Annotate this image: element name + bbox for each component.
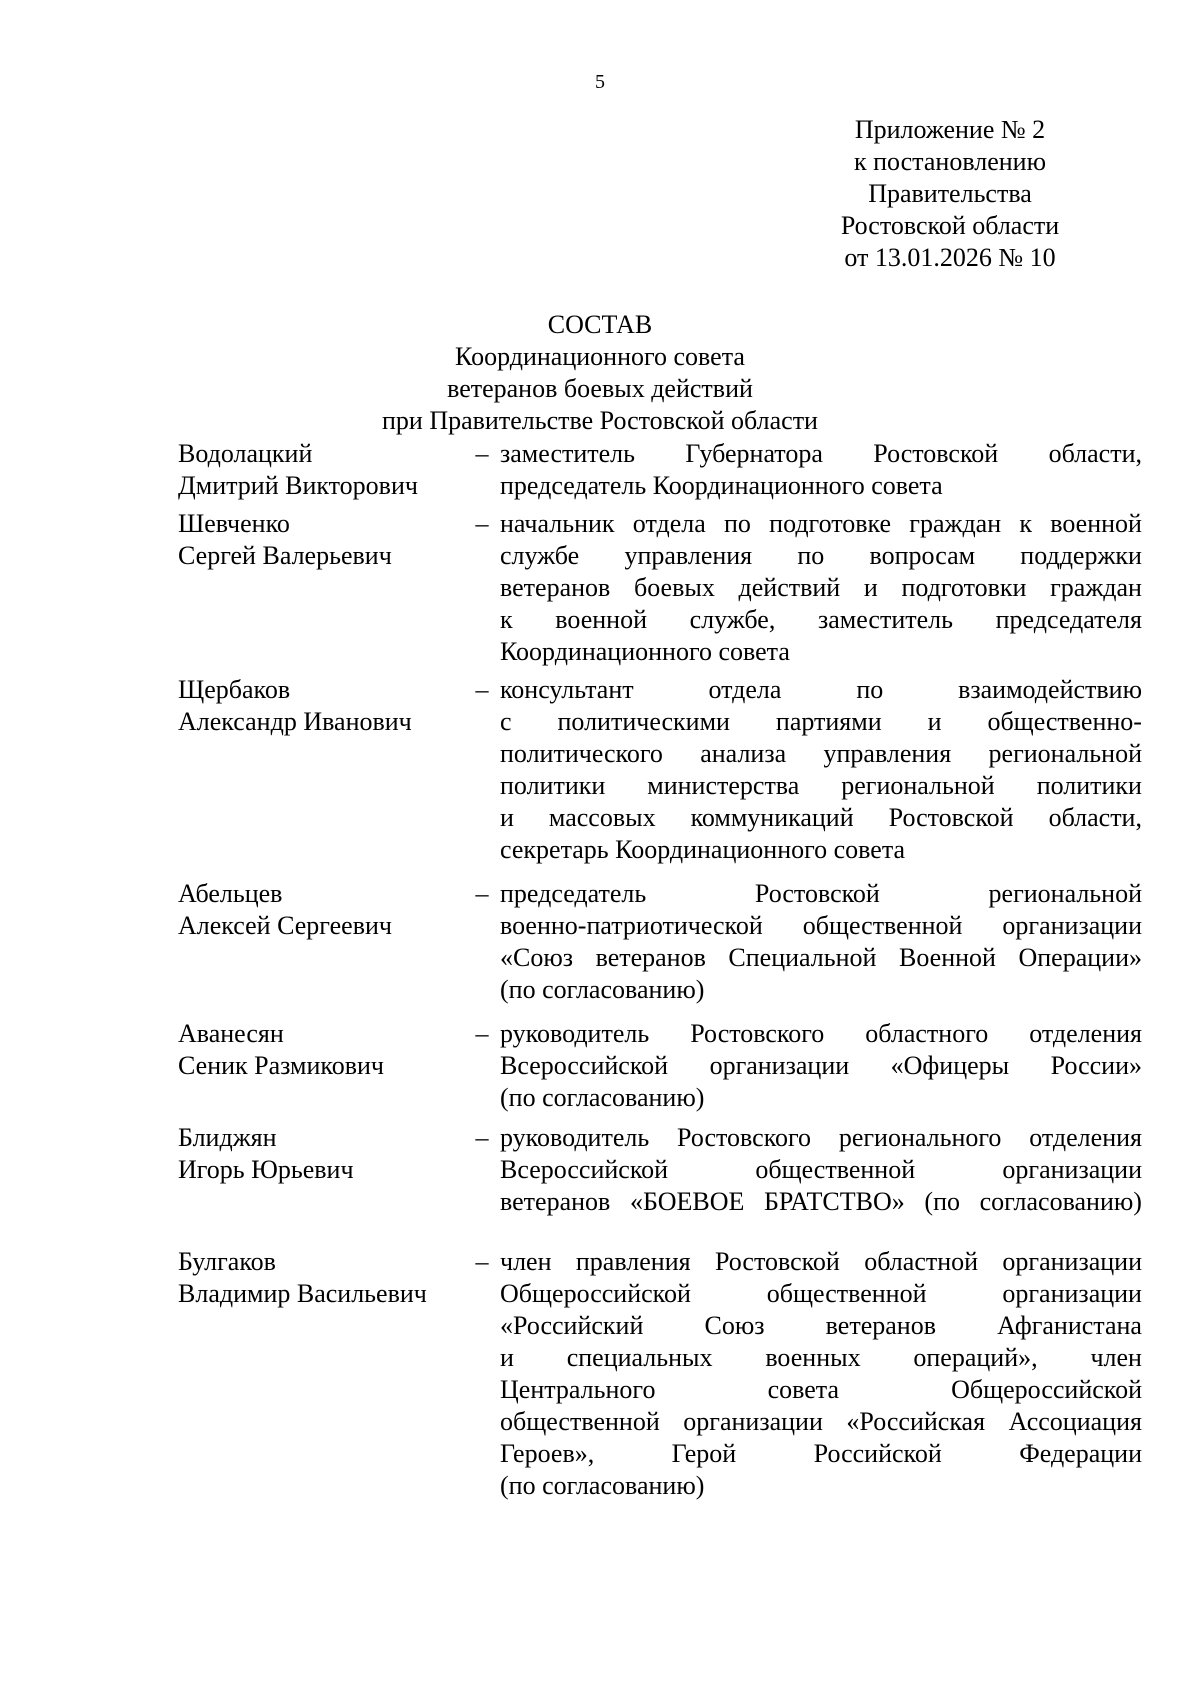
description-word: «Российский (500, 1311, 644, 1340)
description-word: взаимодействию (958, 675, 1142, 704)
description-word: к (500, 605, 513, 634)
description-word: по (797, 541, 825, 570)
description-word: Всероссийской (500, 1155, 669, 1184)
member-given-name: Александр Иванович (178, 707, 412, 736)
description-line: Координационного совета (500, 637, 790, 666)
description-word: руководитель (500, 1123, 650, 1152)
description-word: Ассоциация (1008, 1407, 1142, 1436)
description-word: консультант (500, 675, 634, 704)
description-word: БРАТСТВО» (764, 1187, 905, 1216)
member-name (178, 878, 468, 942)
description-word: управления (624, 541, 753, 570)
dash-separator: – (475, 1123, 489, 1152)
description-word: Героев», (500, 1439, 595, 1468)
description-word: коммуникаций (690, 803, 854, 832)
description-line (500, 1122, 1142, 1154)
description-word: заместитель (500, 439, 636, 468)
description-word: Ростовской (888, 803, 1014, 832)
description-word: областного (865, 1019, 989, 1048)
description-line (500, 438, 1142, 470)
description-word: к (1019, 509, 1033, 538)
description-word: общественной (802, 911, 963, 940)
description-line (500, 1018, 1142, 1050)
description-word: общественной (766, 1279, 927, 1308)
member-surname: Блиджян (178, 1123, 277, 1152)
appendix-line: к постановлению (853, 147, 1047, 176)
member-name (178, 1246, 468, 1310)
description-word: Ростовской (873, 439, 999, 468)
description-line (500, 770, 1142, 802)
description-word: службе (500, 541, 580, 570)
dash-separator: – (475, 509, 489, 538)
member-description (500, 1018, 1142, 1114)
description-word: начальник (500, 509, 615, 538)
description-word: председатель (500, 879, 647, 908)
description-word: член (1090, 1343, 1142, 1372)
description-word: области, (1048, 439, 1142, 468)
title-line: Координационного совета (455, 342, 745, 371)
description-word: Герой (671, 1439, 737, 1468)
description-word: действий (738, 573, 841, 602)
member-given-name: Дмитрий Викторович (178, 471, 418, 500)
description-word: подготовки (901, 573, 1027, 602)
description-line (500, 1154, 1142, 1186)
description-word: ветеранов (500, 1187, 611, 1216)
description-word: Ростовского (690, 1019, 825, 1048)
description-word: отдела (632, 509, 706, 538)
member-given-name: Владимир Васильевич (178, 1279, 427, 1308)
member-name (178, 1018, 468, 1082)
description-line (500, 910, 1142, 942)
dash-separator: – (475, 439, 489, 468)
description-word: член (500, 1247, 552, 1276)
description-word: Российской (813, 1439, 942, 1468)
description-word: ветеранов (825, 1311, 936, 1340)
description-line (500, 1310, 1142, 1342)
page-number: 5 (595, 71, 605, 93)
description-word: общественно- (987, 707, 1142, 736)
description-line (500, 1406, 1142, 1438)
description-word: политического (500, 739, 663, 768)
description-word: региональной (841, 771, 995, 800)
appendix-line: от 13.01.2026 № 10 (844, 243, 1056, 272)
description-line (500, 1374, 1142, 1406)
description-word: Центрального (500, 1375, 656, 1404)
description-word: вопросам (869, 541, 976, 570)
description-word: области, (1048, 803, 1142, 832)
description-word: боевых (633, 573, 715, 602)
description-line (500, 1438, 1142, 1470)
description-word: и (863, 573, 878, 602)
description-line (500, 674, 1142, 706)
description-line (500, 738, 1142, 770)
description-word: региональной (988, 739, 1142, 768)
description-word: «Офицеры (890, 1051, 1010, 1080)
description-word: «Союз (500, 943, 574, 972)
description-line (500, 802, 1142, 834)
description-word: Общероссийской (500, 1279, 691, 1308)
description-word: Военной (899, 943, 996, 972)
description-word: службе, (689, 605, 776, 634)
description-line (500, 1050, 1142, 1082)
description-word: Союз (704, 1311, 765, 1340)
member-surname: Абельцев (178, 879, 283, 908)
description-word: операций», (913, 1343, 1038, 1372)
description-word: Афганистана (997, 1311, 1142, 1340)
member-name (178, 438, 468, 502)
description-word: региональной (988, 879, 1142, 908)
description-line (500, 942, 1142, 974)
description-word: министерства (647, 771, 800, 800)
member-surname: Булгаков (178, 1247, 276, 1276)
description-word: регионального (838, 1123, 1002, 1152)
description-word: политики (1036, 771, 1142, 800)
description-word: Ростовской (714, 1247, 840, 1276)
description-word: управления (823, 739, 952, 768)
description-word: военной (555, 605, 647, 634)
description-word: политическими (557, 707, 730, 736)
member-given-name: Алексей Сергеевич (178, 911, 392, 940)
description-line (500, 572, 1142, 604)
description-line: (по согласованию) (500, 1471, 705, 1500)
description-word: Ростовской (754, 879, 880, 908)
description-word: Федерации (1019, 1439, 1142, 1468)
appendix-line: Правительства (868, 179, 1032, 208)
description-line (500, 508, 1142, 540)
description-word: общественной (500, 1407, 660, 1436)
description-word: с (500, 707, 512, 736)
member-description (500, 878, 1142, 1006)
description-word: отдела (708, 675, 782, 704)
description-word: политики (500, 771, 606, 800)
dash-separator: – (475, 1019, 489, 1048)
description-word: организации (683, 1407, 823, 1436)
description-line (500, 706, 1142, 738)
member-surname: Шевченко (178, 509, 290, 538)
description-line: (по согласованию) (500, 975, 705, 1004)
description-word: областной (864, 1247, 979, 1276)
member-description (500, 438, 1142, 502)
description-word: поддержки (1020, 541, 1142, 570)
description-word: ветеранов (500, 573, 611, 602)
description-word: отделения (1029, 1123, 1142, 1152)
description-word: и (500, 803, 514, 832)
member-name (178, 674, 468, 738)
member-name (178, 508, 468, 572)
description-word: военных (765, 1343, 861, 1372)
description-word: Всероссийской (500, 1051, 669, 1080)
title-line: при Правительстве Ростовской области (382, 406, 818, 435)
description-word: организации (1002, 1155, 1142, 1184)
description-word: правления (575, 1247, 691, 1276)
member-name (178, 1122, 468, 1186)
dash-separator: – (475, 675, 489, 704)
member-given-name: Игорь Юрьевич (178, 1155, 354, 1184)
member-description (500, 1122, 1142, 1218)
description-word: согласованию) (979, 1187, 1142, 1216)
description-word: военно-патриотической (500, 911, 763, 940)
document-title (0, 309, 1200, 437)
description-word: организации (709, 1051, 850, 1080)
description-word: специальных (566, 1343, 713, 1372)
description-word: и (500, 1343, 514, 1372)
description-line: секретарь Координационного совета (500, 835, 906, 864)
description-word: анализа (700, 739, 787, 768)
member-surname: Водолацкий (178, 439, 313, 468)
description-word: по (724, 509, 751, 538)
description-word: партиями (775, 707, 882, 736)
description-word: «Российская (846, 1407, 986, 1436)
description-line: председатель Координационного совета (500, 471, 943, 500)
title-line: ветеранов боевых действий (447, 374, 753, 403)
description-word: военной (1050, 509, 1142, 538)
description-line: (по согласованию) (500, 1083, 705, 1112)
description-word: ветеранов (595, 943, 706, 972)
description-word: по (856, 675, 884, 704)
member-surname: Аванесян (178, 1019, 284, 1048)
description-line (500, 1246, 1142, 1278)
description-line (500, 604, 1142, 636)
description-word: организации (1002, 1247, 1142, 1276)
description-word: граждан (1050, 573, 1142, 602)
description-line (500, 540, 1142, 572)
description-line (500, 1278, 1142, 1310)
description-word: (по (924, 1187, 960, 1216)
description-word: отделения (1029, 1019, 1142, 1048)
member-description (500, 674, 1142, 866)
member-given-name: Сеник Размикович (178, 1051, 385, 1080)
member-description (500, 1246, 1142, 1502)
description-word: и (927, 707, 942, 736)
description-word: массовых (548, 803, 656, 832)
description-word: совета (767, 1375, 839, 1404)
member-description (500, 508, 1142, 668)
member-given-name: Сергей Валерьевич (178, 541, 392, 570)
description-line (500, 878, 1142, 910)
appendix-block (800, 114, 1100, 274)
title-heading: СОСТАВ (547, 310, 653, 339)
description-word: организации (1002, 1279, 1142, 1308)
description-word: Общероссийской (951, 1375, 1142, 1404)
dash-separator: – (475, 1247, 489, 1276)
description-line (500, 1186, 1142, 1218)
description-word: Специальной (728, 943, 877, 972)
description-word: общественной (755, 1155, 916, 1184)
description-word: заместитель (817, 605, 953, 634)
description-word: граждан (909, 509, 1002, 538)
description-word: организации (1002, 911, 1142, 940)
description-word: Операции» (1018, 943, 1142, 972)
description-word: Губернатора (685, 439, 823, 468)
description-word: председателя (995, 605, 1142, 634)
description-word: подготовке (769, 509, 892, 538)
description-word: России» (1050, 1051, 1142, 1080)
description-word: «БОЕВОЕ (629, 1187, 745, 1216)
appendix-line: Приложение № 2 (854, 115, 1046, 144)
description-line (500, 1342, 1142, 1374)
description-word: Ростовского (677, 1123, 812, 1152)
appendix-line: Ростовской области (840, 211, 1060, 240)
dash-separator: – (475, 879, 489, 908)
description-word: руководитель (500, 1019, 650, 1048)
member-surname: Щербаков (178, 675, 291, 704)
